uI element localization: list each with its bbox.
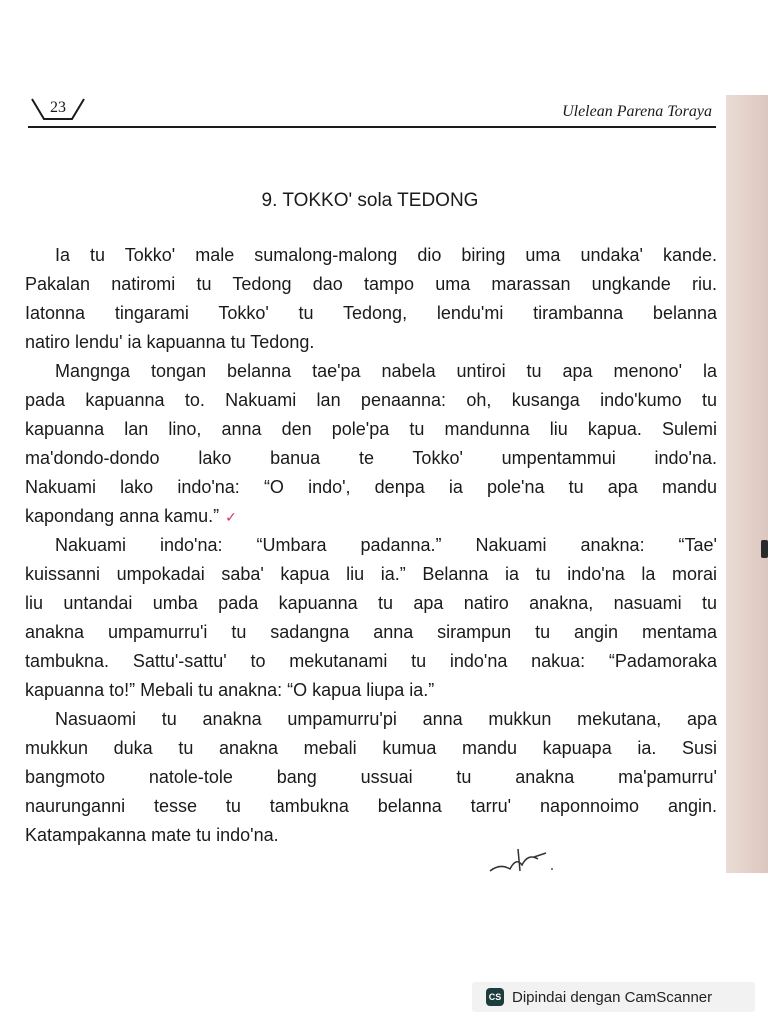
text-line: bangmoto natole-tole bang ussuai tu anakna ma'pamurru' bbox=[25, 767, 717, 787]
text-line: Nakuami indo'na: “Umbara padanna.” Nakuami anakna: “Tae' bbox=[55, 535, 717, 555]
ornament-icon bbox=[488, 845, 558, 875]
text-line: mukkun duka tu anakna mebali kumua mandu kapuapa ia. Susi bbox=[25, 738, 717, 758]
camscanner-watermark bbox=[472, 982, 755, 1012]
text-line: kapuanna lan lino, anna den pole'pa tu mandunna liu kapua. Sulemi bbox=[25, 419, 717, 439]
chapter-title: 9. TOKKO' sola TEDONG bbox=[261, 190, 479, 211]
camscanner-label: Dipindai dengan CamScanner bbox=[512, 988, 713, 1006]
camscanner-logo-icon: CS bbox=[486, 988, 504, 1006]
text-line: Nasuaomi tu anakna umpamurru'pi anna mukkun mekutana, apa bbox=[55, 709, 717, 729]
text-line: anakna umpamurru'i tu sadangna anna sirampun tu angin mentama bbox=[25, 622, 717, 642]
text-line: Mangnga tongan belanna tae'pa nabela untiroi tu apa menono' la bbox=[55, 361, 717, 381]
story-text bbox=[25, 241, 717, 850]
header-rule bbox=[28, 126, 716, 128]
page-number-badge bbox=[28, 95, 88, 123]
text-line: Iatonna tingarami Tokko' tu Tedong, lendu'mi tirambanna belanna bbox=[25, 303, 717, 323]
page-edge-mark bbox=[761, 540, 768, 558]
page-header bbox=[28, 95, 716, 131]
text-line-with-mark bbox=[25, 502, 717, 531]
text-line: kapondang anna kamu.” bbox=[25, 506, 220, 526]
book-title: Ulelean Parena Toraya bbox=[562, 103, 712, 120]
page-number: 23 bbox=[50, 99, 66, 116]
text-line: liu untandai umba pada kapuanna tu apa natiro anakna, nasuami tu bbox=[25, 593, 717, 613]
text-line: ma'dondo-dondo lako banua te Tokko' umpentammui indo'na. bbox=[25, 448, 717, 468]
text-line: naurunganni tesse tu tambukna belanna tarru' naponnoimo angin. bbox=[25, 796, 717, 816]
text-line: Katampakanna mate tu indo'na. bbox=[25, 825, 279, 845]
text-line: Pakalan natiromi tu Tedong dao tampo uma marassan ungkande riu. bbox=[25, 274, 717, 294]
text-line: pada kapuanna to. Nakuami lan penaanna: oh, kusanga indo'kumo tu bbox=[25, 390, 717, 410]
text-line: kapuanna to!” Mebali tu anakna: “O kapua liupa ia.” bbox=[25, 680, 435, 700]
checkmark-icon: ✓ bbox=[225, 509, 237, 525]
text-line: Ia tu Tokko' male sumalong-malong dio biring uma undaka' kande. bbox=[55, 245, 717, 265]
text-line: tambukna. Sattu'-sattu' to mekutanami tu indo'na nakua: “Padamoraka bbox=[25, 651, 717, 671]
text-line: kuissanni umpokadai saba' kapua liu ia.” Belanna ia tu indo'na la morai bbox=[25, 564, 717, 584]
text-line: natiro lendu' ia kapuanna tu Tedong. bbox=[25, 332, 315, 352]
text-line: Nakuami lako indo'na: “O indo', denpa ia pole'na tu apa mandu bbox=[25, 477, 717, 497]
